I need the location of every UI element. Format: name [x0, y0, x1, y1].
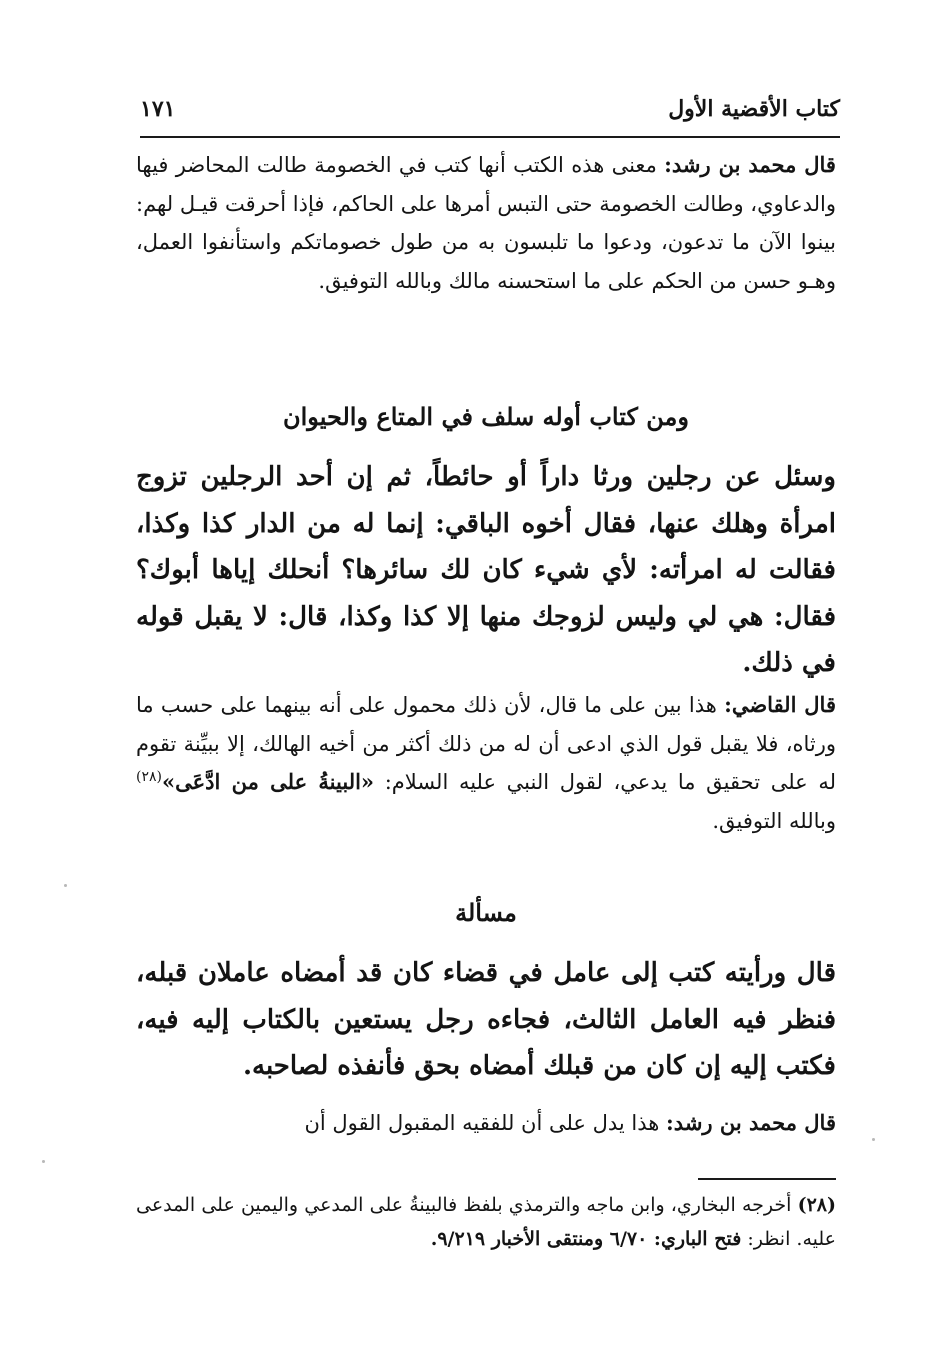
closing-phrase: وبالله التوفيق.: [712, 808, 836, 833]
page-header: [140, 92, 840, 138]
speaker-label: قال محمد بن رشد:: [666, 1110, 836, 1135]
scan-speck: [872, 1138, 875, 1141]
commentary-text: هذا بين على ما قال، لأن ذلك محمول على أنه بينهما على حسب ما ورثاه، فلا يقبل قول الذي ادعى أن له من ذلك أكثر من أخيه الهالك، إلا ببيِّنة تقوم له على تحقيق ما يدعي، لقول النبي عليه السلام:: [136, 693, 836, 794]
scan-speck: [42, 1160, 45, 1163]
hadith-quote: «البينةُ على من ادَّعَى»: [161, 769, 375, 794]
footnote-source: فتح الباري: ٦/٧٠ ومنتقى الأخبار ٩/٢١٩.: [430, 1228, 742, 1250]
commentary-text: هذا يدل على أن للفقيه المقبول القول أن: [304, 1111, 660, 1135]
footnote: [136, 1188, 836, 1256]
commentary-paragraph-1: [136, 146, 836, 300]
question-text-1: وسئل عن رجلين ورثا داراً أو حائطاً، ثم إن أحد الرجلين تزوج امرأة وهلك عنها، فقال أخوه الباقي: إنما له من الدار كذا وكذا، فقالت له امرأته: لأي شيء كان لك سائرها؟ أنحلك إياها أبوك؟ فقال: هي لي وليس لزوجك منها إلا كذا وكذا، قال: لا يقبل قوله في ذلك.: [136, 462, 836, 678]
footnote-divider: [698, 1178, 836, 1180]
scan-speck: [64, 884, 67, 887]
speaker-label: قال القاضي:: [724, 692, 836, 717]
footnote-reference[interactable]: (٢٨): [136, 769, 162, 785]
commentary-paragraph-2: [136, 686, 836, 840]
running-title: كتاب الأقضية الأول: [668, 96, 840, 122]
section-heading: ومن كتاب أوله سلف في المتاع والحيوان: [283, 402, 689, 431]
footnote-number: (٢٨): [797, 1194, 837, 1216]
masala-heading: مسألة: [455, 898, 517, 927]
speaker-label: قال محمد بن رشد:: [664, 152, 836, 177]
commentary-text: معنى هذه الكتب أنها كتب في الخصومة طالت المحاضر فيها والدعاوي، وطالت الخصومة حتى التبس أمرها على الحاكم، فإذا أحرقت قيـل لهم: بينوا الآن ما تدعون، ودعوا ما تلبسون به من طول خصوماتكم واستأنفوا العمل، وهـو حسن من الحكم على ما استحسنه مالك وبالله التوفيق.: [136, 153, 836, 293]
question-text-2: قال ورأيته كتب إلى عامل في قضاء كان قد أمضاه عاملان قبله، فنظر فيه العامل الثالث، فجاءه رجل يستعين بالكتاب إليه فيه، فكتب إليه إن كان من قبلك أمضاه بحق فأنفذه لصاحبه.: [136, 958, 836, 1081]
commentary-paragraph-3: [136, 1104, 836, 1143]
page-number: ١٧١: [140, 96, 176, 122]
footnote-text: أخرجه البخاري، وابن ماجه والترمذي بلفظ فالبينةُ على المدعي واليمين على المدعى عليه. انظر:: [136, 1194, 836, 1250]
